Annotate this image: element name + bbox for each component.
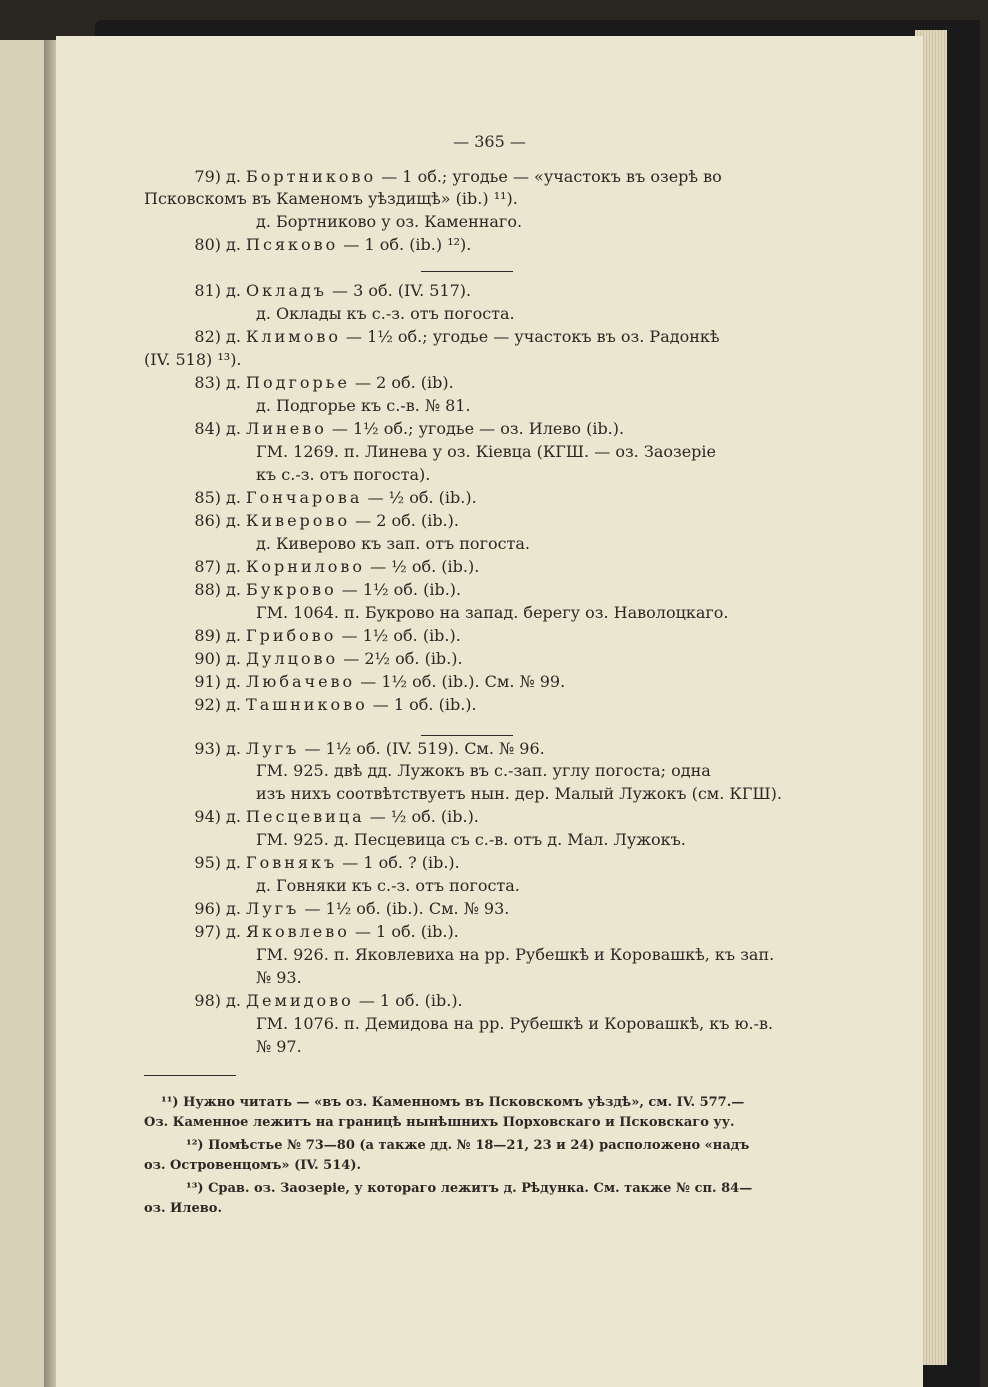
entry-line	[226, 166, 722, 188]
footnote-line: Оз. Каменное лежитъ на границѣ нынѣшнихъ Порховскаго и Псковскаго уу.	[144, 1115, 735, 1130]
entry-details: — 1½ об.; угодье — участокъ въ оз. Радонкѣ	[340, 327, 720, 346]
entry-prefix: д.	[226, 580, 247, 599]
entry-details: — 2½ об. (ib.).	[338, 649, 463, 668]
entry-line	[226, 510, 459, 532]
entry-number: 80)	[194, 235, 221, 254]
entry-prefix: д.	[226, 991, 247, 1010]
entry-prefix: д.	[226, 557, 247, 576]
entry-line	[226, 579, 461, 601]
entry-number: 81)	[194, 281, 221, 300]
entry-details: — 1½ об. (ib.). См. № 93.	[299, 899, 510, 918]
entry-number: 82)	[194, 327, 221, 346]
entry-number: 90)	[194, 649, 221, 668]
entry-number: 79)	[194, 167, 221, 186]
entry-prefix: д.	[226, 922, 247, 941]
entry-prefix: д.	[226, 488, 247, 507]
entry-note: ГМ. 926. п. Яковлевиха на рр. Рубешкѣ и Коровашкѣ, къ зап.	[256, 945, 775, 964]
village-name: Грибово	[246, 626, 337, 645]
entry-line	[226, 671, 565, 693]
entry-line	[226, 694, 477, 716]
entry-prefix: д.	[226, 167, 247, 186]
entry-note: изъ нихъ соотвѣтствуетъ нын. дер. Малый Лужокъ (см. КГШ).	[256, 784, 782, 803]
entry-line	[226, 898, 509, 920]
footnote-line: ¹³) Срав. оз. Заозеріе, у котораго лежитъ д. Рѣдунка. См. также № сп. 84—	[186, 1181, 753, 1196]
entry-details: — 1½ об. (ib.). См. № 99.	[355, 672, 566, 691]
village-name: Киверово	[246, 511, 351, 530]
entry-note: ГМ. 1076. п. Демидова на рр. Рубешкѣ и Коровашкѣ, къ ю.-в.	[256, 1014, 774, 1033]
entry-note: д. Киверово къ зап. отъ погоста.	[256, 534, 531, 553]
entry-line	[226, 921, 459, 943]
book-gutter	[44, 40, 56, 1387]
entry-prefix: д.	[226, 899, 247, 918]
entry-details: — 1½ об. (ib.).	[336, 580, 462, 599]
book-page	[56, 36, 923, 1387]
entry-number: 88)	[194, 580, 221, 599]
entry-details: — 1½ об. (ib.).	[336, 626, 461, 645]
entry-number: 91)	[194, 672, 221, 691]
entry-details: — ½ об. (ib.).	[362, 488, 477, 507]
entry-note: ГМ. 1064. п. Букрово на запад. берегу оз. Наволоцкаго.	[256, 603, 729, 622]
footnote-divider	[144, 1075, 236, 1076]
village-name: Дулцово	[246, 649, 339, 668]
entry-note: № 93.	[256, 968, 302, 987]
entry-note: ГМ. 925. д. Песцевица съ с.-в. отъ д. Мал. Лужокъ.	[256, 830, 686, 849]
village-name: Подгорье	[246, 373, 350, 392]
entry-line	[226, 852, 460, 874]
entry-prefix: д.	[226, 672, 247, 691]
entry-prefix: д.	[226, 281, 247, 300]
entry-continuation: Псковскомъ въ Каменомъ уѣздищѣ» (ib.) ¹¹).	[144, 189, 518, 208]
entry-number: 92)	[194, 695, 221, 714]
entry-line	[226, 234, 471, 256]
entry-number: 84)	[194, 419, 221, 438]
village-name: Лугъ	[246, 739, 300, 758]
entry-line	[226, 372, 454, 394]
village-name: Линево	[246, 419, 327, 438]
entry-line	[226, 418, 624, 440]
entry-details: — 1 об. (ib.).	[349, 922, 459, 941]
village-name: Ташниково	[246, 695, 368, 714]
entry-prefix: д.	[226, 511, 247, 530]
entry-number: 94)	[194, 807, 221, 826]
entry-prefix: д.	[226, 235, 247, 254]
entry-note: ГМ. 1269. п. Линева у оз. Кіевца (КГШ. — оз. Заозеріе	[256, 442, 717, 461]
entry-continuation: (IV. 518) ¹³).	[144, 350, 242, 369]
entry-number: 89)	[194, 626, 221, 645]
entry-line	[226, 326, 720, 348]
section-divider	[421, 271, 513, 272]
entry-note: ГМ. 925. двѣ дд. Лужокъ въ с.-зап. углу погоста; одна	[256, 761, 711, 780]
village-name: Псяково	[246, 235, 339, 254]
entry-line	[226, 625, 461, 647]
entry-details: — ½ об. (ib.).	[364, 807, 479, 826]
village-name: Климово	[246, 327, 341, 346]
entry-details: — 3 об. (IV. 517).	[326, 281, 472, 300]
entry-note: д. Бортниково у оз. Каменнаго.	[256, 212, 523, 231]
entry-note: № 97.	[256, 1037, 302, 1056]
footnote-line: оз. Островенцомъ» (IV. 514).	[144, 1158, 361, 1173]
page-number: — 365 —	[453, 132, 526, 151]
village-name: Букрово	[246, 580, 337, 599]
village-name: Любачево	[246, 672, 356, 691]
entry-details: — 1 об.; угодье — «участокъ въ озерѣ во	[376, 167, 722, 186]
entry-line	[226, 738, 545, 760]
entry-details: — 1½ об. (IV. 519). См. № 96.	[299, 739, 545, 758]
entry-number: 95)	[194, 853, 221, 872]
footnote-line: оз. Илево.	[144, 1201, 222, 1216]
entry-number: 96)	[194, 899, 221, 918]
entry-prefix: д.	[226, 739, 247, 758]
entry-number: 83)	[194, 373, 221, 392]
entry-note: д. Подгорье къ с.-в. № 81.	[256, 396, 471, 415]
village-name: Демидово	[246, 991, 354, 1010]
entry-prefix: д.	[226, 626, 247, 645]
entry-line	[226, 280, 471, 302]
village-name: Окладъ	[246, 281, 327, 300]
entry-line	[226, 990, 463, 1012]
left-page-edge	[0, 40, 48, 1387]
entry-details: — 2 об. (ib.).	[350, 511, 459, 530]
entry-prefix: д.	[226, 327, 247, 346]
entry-prefix: д.	[226, 695, 247, 714]
entry-prefix: д.	[226, 419, 247, 438]
village-name: Лугъ	[246, 899, 300, 918]
footnote-line: ¹²) Помѣстье № 73—80 (а также дд. № 18—21, 23 и 24) расположено «надъ	[186, 1138, 750, 1153]
village-name: Говнякъ	[246, 853, 338, 872]
entry-number: 87)	[194, 557, 221, 576]
entry-number: 86)	[194, 511, 221, 530]
entry-line	[226, 487, 477, 509]
village-name: Песцевица	[246, 807, 365, 826]
entry-details: — 1 об. (ib.) ¹²).	[338, 235, 472, 254]
entry-note: д. Оклады къ с.-з. отъ погоста.	[256, 304, 515, 323]
entry-number: 93)	[194, 739, 221, 758]
entry-number: 98)	[194, 991, 221, 1010]
entry-note: къ с.-з. отъ погоста).	[256, 465, 431, 484]
entry-line	[226, 556, 479, 578]
village-name: Яковлево	[246, 922, 350, 941]
footnote-line: ¹¹) Нужно читать — «въ оз. Каменномъ въ Псковскомъ уѣздѣ», см. IV. 577.—	[161, 1095, 745, 1110]
entry-details: — 1½ об.; угодье — оз. Илево (ib.).	[326, 419, 625, 438]
entry-number: 97)	[194, 922, 221, 941]
entry-details: — 1 об. (ib.).	[367, 695, 477, 714]
village-name: Гончарова	[246, 488, 363, 507]
village-name: Корнилово	[246, 557, 366, 576]
entry-prefix: д.	[226, 649, 247, 668]
entry-details: — ½ об. (ib.).	[365, 557, 480, 576]
village-name: Бортниково	[246, 167, 377, 186]
entry-details: — 1 об. ? (ib.).	[337, 853, 460, 872]
entry-note: д. Говняки къ с.-з. отъ погоста.	[256, 876, 520, 895]
entry-prefix: д.	[226, 807, 247, 826]
entry-number: 85)	[194, 488, 221, 507]
entry-details: — 1 об. (ib.).	[353, 991, 463, 1010]
entry-line	[226, 806, 479, 828]
entry-prefix: д.	[226, 373, 247, 392]
entry-line	[226, 648, 463, 670]
entry-details: — 2 об. (ib).	[349, 373, 454, 392]
entry-prefix: д.	[226, 853, 247, 872]
section-divider	[421, 735, 513, 736]
